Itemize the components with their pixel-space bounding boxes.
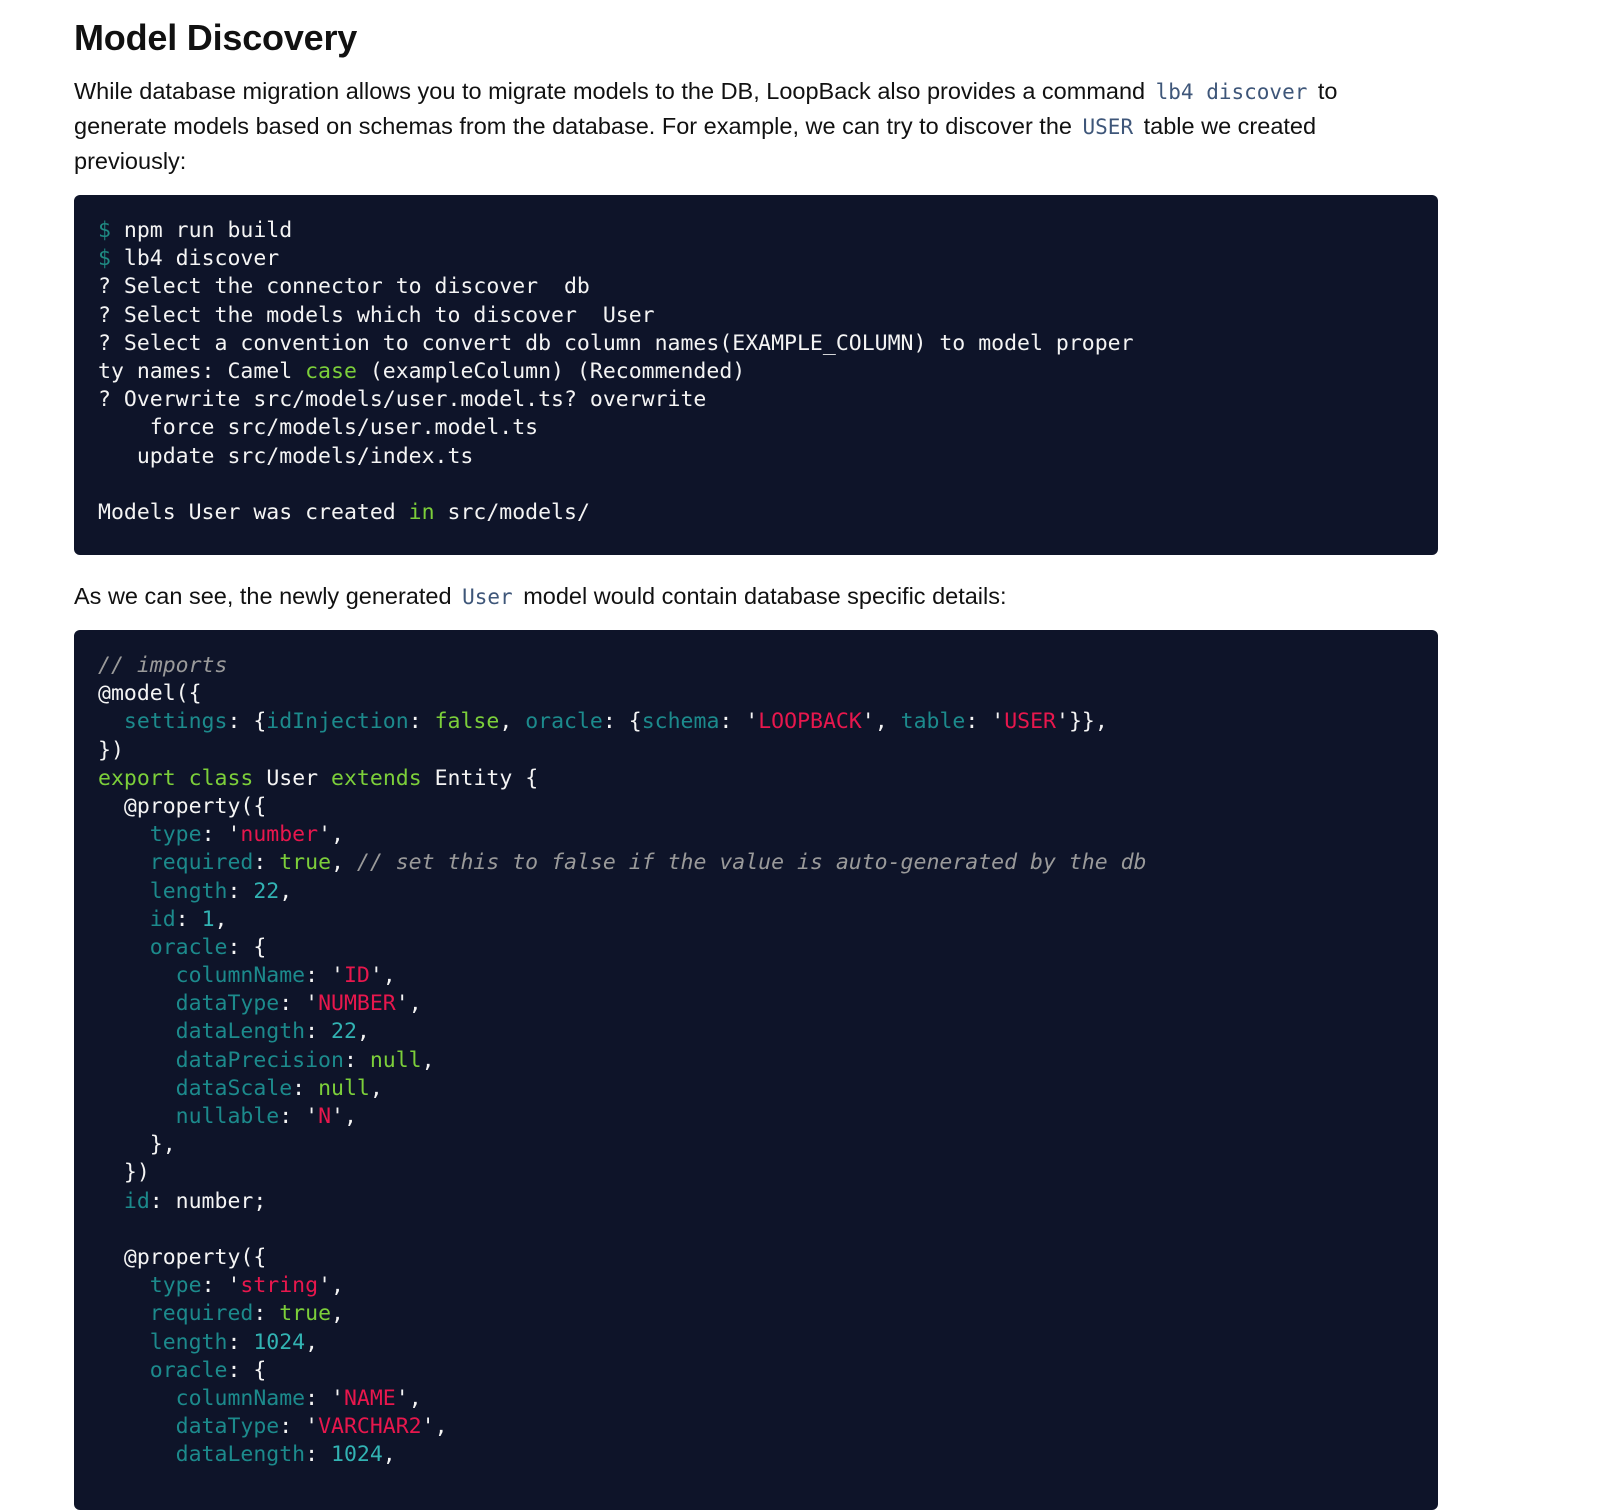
decorator-token: @property({	[123, 1244, 267, 1270]
code-line: force src/models/user.model.ts	[98, 415, 539, 441]
code-line: export class User extends Entity {	[98, 765, 539, 791]
string-token: USER	[1004, 709, 1056, 735]
inline-code-user: User	[462, 585, 513, 609]
code-line: nullable: 'N',	[175, 1104, 357, 1129]
property-token: nullable	[175, 1104, 280, 1129]
property-token: table	[900, 709, 966, 735]
page-title: Model Discovery	[74, 17, 358, 58]
code-line: })	[98, 737, 124, 763]
property-token: dataType	[175, 991, 280, 1017]
code-text: src/models/	[434, 499, 590, 525]
code-line	[98, 1244, 1414, 1272]
code-line: oracle: {	[149, 934, 267, 960]
string-token: VARCHAR2	[318, 1414, 422, 1440]
code-line: settings: {idInjection: false, oracle: {schema: 'LOOPBACK', table: 'USER'}},	[123, 709, 1108, 735]
model-text-1: As we can see, the newly generated	[74, 583, 452, 609]
keyword-token: class	[188, 765, 254, 791]
property-token: columnName	[175, 963, 306, 989]
code-line	[98, 793, 1414, 821]
keyword-token: extends	[331, 765, 422, 791]
code-line: dataType: 'NUMBER',	[175, 991, 422, 1017]
code-line-blank	[98, 1216, 1414, 1244]
keyword-token: in	[408, 499, 435, 525]
code-line: ? Select the connector to discover db	[98, 274, 590, 300]
comment-token: // set this to false if the value is auto-generated by the db	[356, 850, 1147, 876]
string-token: number	[240, 822, 319, 848]
property-token: type	[149, 1273, 202, 1299]
number-token: 1	[201, 906, 215, 932]
code-line: required: true, // set this to false if the value is auto-generated by the db	[149, 850, 1147, 876]
intro-text-3: table we created previously:	[74, 113, 1317, 174]
property-token: dataScale	[175, 1075, 293, 1101]
property-token: oracle	[149, 934, 228, 960]
code-line: ? Overwrite src/models/user.model.ts? overwrite	[98, 387, 707, 413]
code-line	[98, 245, 1414, 273]
code-line	[98, 358, 1414, 386]
keyword-token: case	[305, 358, 357, 384]
type-token: number	[175, 1188, 254, 1214]
property-token: required	[149, 1301, 254, 1327]
property-token: dataPrecision	[175, 1047, 344, 1073]
model-paragraph	[74, 579, 1434, 614]
property-token: columnName	[175, 1385, 306, 1411]
code-line: dataType: 'VARCHAR2',	[175, 1414, 448, 1440]
inline-code-lb4-discover: lb4 discover	[1155, 80, 1308, 104]
model-text-2: model would contain database specific details:	[523, 583, 1007, 609]
model-code-block[interactable]	[74, 630, 1438, 1510]
keyword-token: null	[369, 1047, 422, 1073]
keyword-token: export	[98, 765, 176, 791]
number-token: 1024	[253, 1329, 306, 1355]
keyword-token: false	[434, 709, 500, 735]
prompt-symbol: $	[98, 246, 111, 272]
property-token: oracle	[149, 1357, 228, 1383]
property-token: idInjection	[266, 709, 409, 735]
property-token: length	[149, 1329, 228, 1355]
property-token: oracle	[525, 709, 603, 735]
intro-text-2: to generate models based on schemas from the database. For example, we can try to discover the	[74, 78, 1338, 139]
code-text: ty names: Camel	[98, 358, 306, 384]
code-line: oracle: {	[149, 1357, 267, 1383]
code-line: dataLength: 1024,	[175, 1442, 396, 1468]
code-line: id: number;	[123, 1188, 267, 1214]
string-token: NUMBER	[318, 991, 396, 1017]
code-text: Models User was created	[98, 499, 409, 525]
property-token: settings	[123, 709, 228, 735]
property-token: required	[149, 850, 254, 876]
class-name-token: User	[266, 765, 319, 791]
code-line: ? Select the models which to discover User	[98, 302, 655, 328]
code-line: required: true,	[149, 1301, 344, 1327]
code-line: dataLength: 22,	[175, 1019, 370, 1045]
code-line: @model({	[98, 681, 202, 707]
string-token: ID	[343, 963, 370, 989]
code-line: })	[98, 1160, 150, 1186]
string-token: LOOPBACK	[758, 709, 862, 735]
keyword-token: null	[318, 1075, 370, 1101]
property-token: schema	[641, 709, 720, 735]
code-line: dataScale: null,	[175, 1075, 383, 1101]
comment-token: // imports	[98, 653, 228, 678]
number-token: 22	[331, 1019, 357, 1045]
code-line: columnName: 'NAME',	[175, 1385, 422, 1411]
keyword-token: true	[279, 850, 332, 876]
class-name-token: Entity	[434, 765, 513, 791]
property-token: dataLength	[175, 1019, 306, 1045]
terminal-code-block[interactable]	[74, 195, 1438, 555]
code-line	[98, 217, 1414, 245]
code-line	[98, 652, 1414, 680]
keyword-token: true	[279, 1301, 332, 1327]
code-line-blank	[98, 471, 1414, 499]
property-token: dataType	[175, 1414, 280, 1440]
intro-text-1: While database migration allows you to migrate models to the DB, LoopBack also provides a command	[74, 78, 1146, 104]
property-token: type	[149, 822, 202, 848]
code-line: length: 1024,	[149, 1329, 319, 1355]
inline-code-user-table: USER	[1082, 115, 1134, 139]
command-text: npm run build	[123, 218, 293, 243]
code-line: type: 'number',	[149, 822, 344, 848]
code-line: },	[98, 1132, 176, 1158]
decorator-token: @property({	[123, 793, 267, 819]
number-token: 1024	[331, 1442, 383, 1468]
property-token: id	[149, 906, 176, 932]
intro-paragraph	[74, 74, 1434, 178]
string-token: NAME	[343, 1385, 396, 1411]
code-text: (exampleColumn) (Recommended)	[356, 358, 746, 384]
code-line: length: 22,	[149, 878, 293, 904]
code-line: ? Select a convention to convert db column names(EXAMPLE_COLUMN) to model proper	[98, 330, 1134, 356]
code-line	[98, 499, 1414, 527]
code-line: columnName: 'ID',	[175, 963, 396, 989]
code-line: update src/models/index.ts	[98, 443, 474, 469]
code-line: id: 1,	[149, 906, 228, 932]
code-line: type: 'string',	[149, 1273, 344, 1299]
code-line: dataPrecision: null,	[175, 1047, 435, 1073]
number-token: 22	[253, 878, 280, 904]
string-token: string	[240, 1273, 319, 1299]
prompt-symbol: $	[98, 218, 111, 243]
command-text: lb4 discover	[123, 246, 280, 272]
property-token: dataLength	[175, 1442, 306, 1468]
string-token: N	[318, 1104, 332, 1129]
property-token: length	[149, 878, 228, 904]
property-token: id	[123, 1188, 150, 1214]
